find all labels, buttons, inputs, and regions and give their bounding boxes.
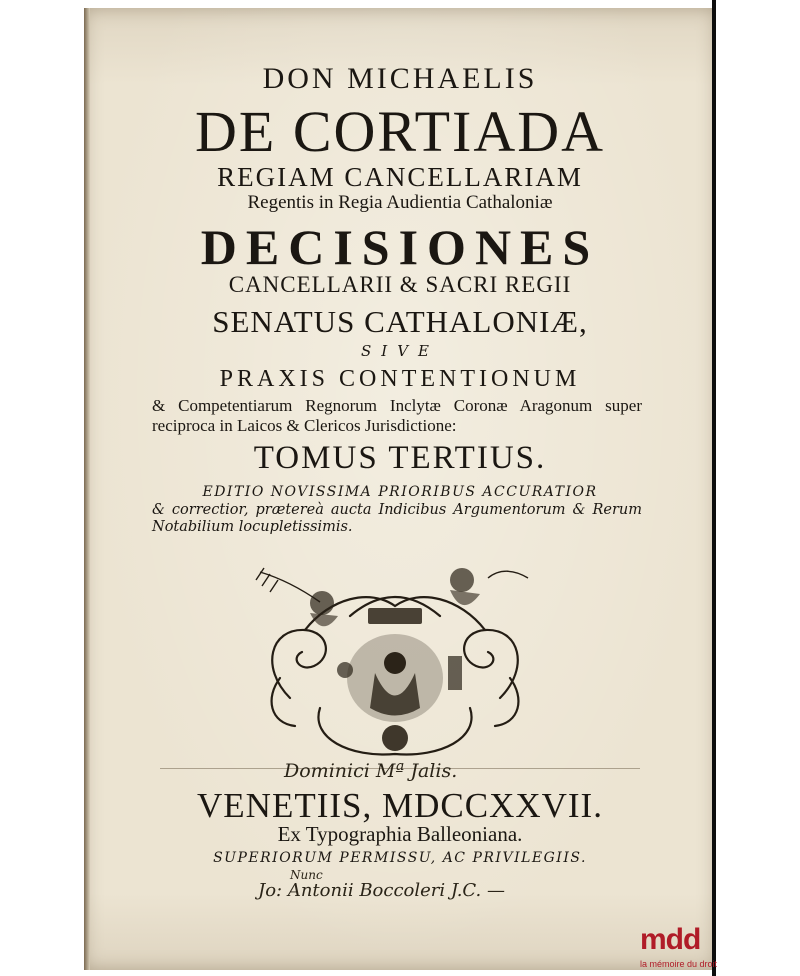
printers-ornament-icon: [250, 558, 540, 770]
author-line-1: DON MICHAELIS: [262, 62, 538, 95]
praxis-heading: PRAXIS CONTENTIONUM: [219, 366, 581, 392]
imprint-permission: SUPERIORUM PERMISSU, AC PRIVILEGIIS.: [213, 850, 587, 866]
sive: SIVE: [361, 342, 439, 360]
title-line-3: SENATUS CATHALONIÆ,: [212, 304, 588, 339]
second-ownership-inscription: Jo: Antonii Boccoleri J.C. —: [258, 880, 505, 901]
edition-heading: EDITIO NOVISSIMA PRIORIBUS ACCURATIOR: [202, 484, 598, 500]
praxis-description: & Competentiarum Regnorum Inclytæ Coronæ Aragonum super reciproca in Laicos & Clericos Jurisdictione:: [152, 396, 642, 435]
office-line-1: REGIAM CANCELLARIAM: [217, 162, 583, 192]
edition-description: & correctior, prætereà aucta Indicibus Argumentorum & Rerum Notabilium locupletissimis.: [152, 502, 642, 535]
logo-mark: mdd: [640, 923, 701, 956]
watermark-logo: [640, 925, 800, 976]
title-main: DECISIONES: [200, 219, 600, 275]
author-line-2: DE CORTIADA: [195, 99, 605, 164]
volume-title: TOMUS TERTIUS.: [253, 440, 547, 476]
ownership-inscription: Dominici Mª Jalis.: [284, 760, 458, 782]
title-line-2: CANCELLARII & SACRI REGII: [228, 272, 572, 297]
inscription-nunc: Nunc: [290, 868, 323, 882]
office-line-2: Regentis in Regia Audientia Cathaloniæ: [247, 192, 553, 213]
imprint-place-date: VENETIIS, MDCCXXVII.: [197, 786, 603, 825]
imprint-printer: Ex Typographia Balleoniana.: [277, 822, 523, 846]
logo-tagline: la mémoire du droit: [640, 959, 718, 969]
